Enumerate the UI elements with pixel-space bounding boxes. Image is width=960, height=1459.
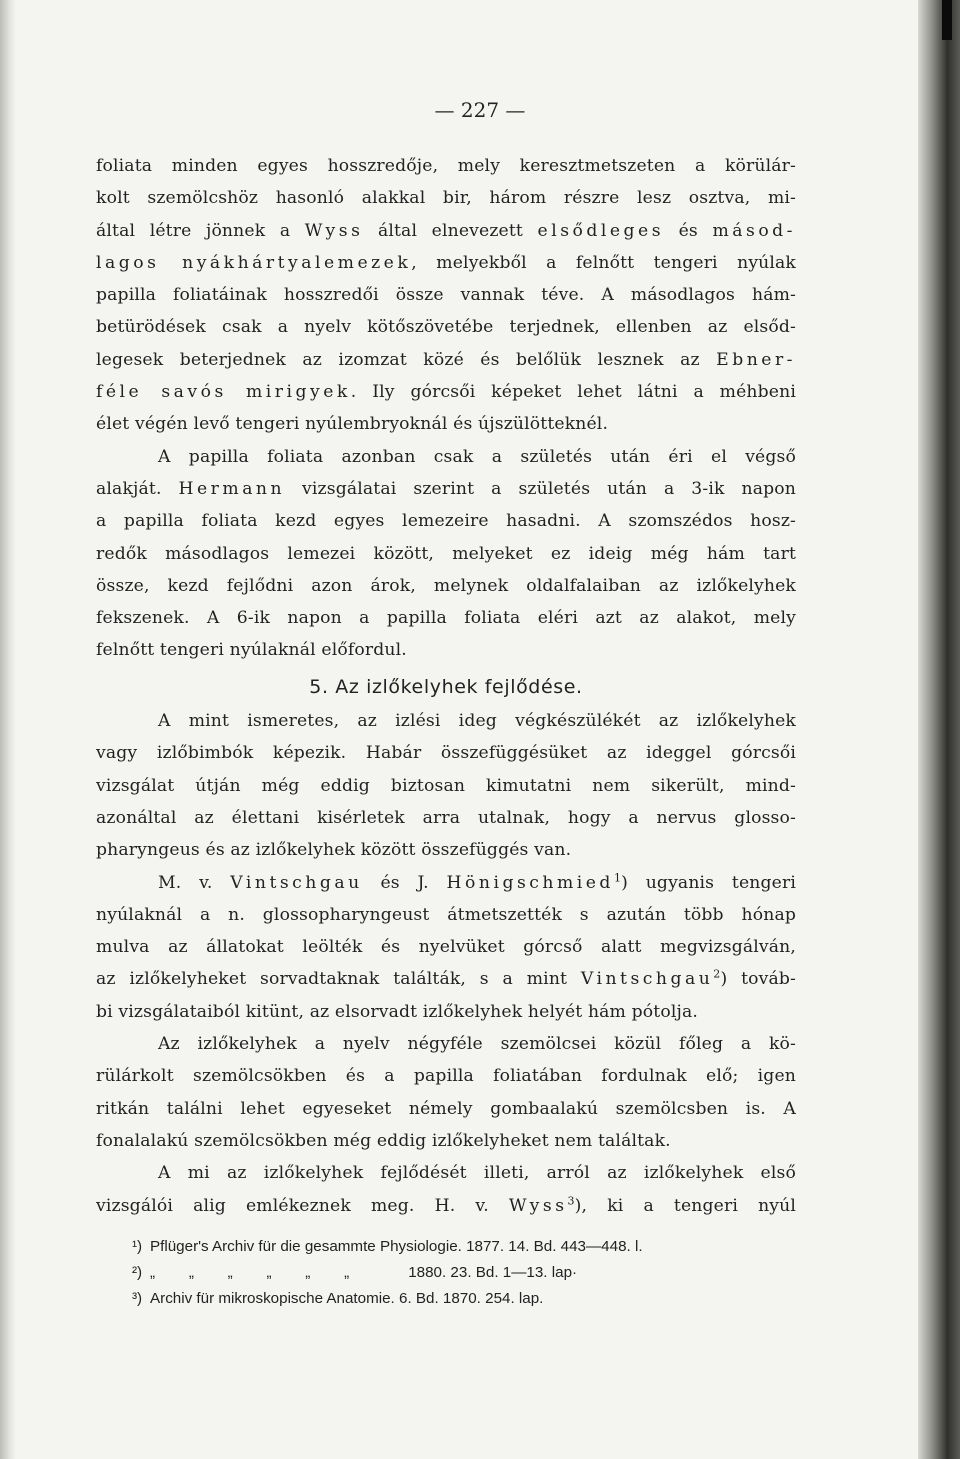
text-line: Az izlőkelyhek a nyelv négyféle szemölcsei közül főleg a kö- [158, 1034, 796, 1055]
text-run: és J. [362, 872, 447, 893]
text-run: az izlőkelyheket sorvadtaknak találták, s a mint [96, 969, 581, 990]
text-line [96, 1190, 796, 1222]
text-line: mulva az állatokat leölték és nyelvüket górcső alatt megvizsgálván, [96, 937, 796, 958]
text-line [96, 473, 796, 505]
paragraph-5 [96, 1028, 796, 1157]
text-line: pharyngeus és az izlőkelyhek között összefüggés van. [96, 840, 572, 861]
text-run: M. v. [158, 872, 231, 893]
text-run: által létre jönnek a [96, 220, 305, 241]
text-run: vizsgálói alig emlékeznek meg. H. v. [96, 1195, 509, 1216]
text-line [96, 215, 796, 247]
paragraph-1 [96, 150, 796, 441]
text-line: nyúlaknál a n. glossopharyngeust átmetszették s azután több hónap [96, 904, 796, 925]
text-line: A mint ismeretes, az izlési ideg végkészülékét az izlőkelyhek [158, 711, 796, 732]
author-name: Wyss [304, 220, 364, 241]
text-run: alakját. [96, 478, 179, 499]
paragraph-3 [96, 705, 796, 866]
text-line: betürödések csak a nyelv kötőszövetébe terjednek, ellenben az elsőd- [96, 317, 796, 338]
author-name: Ebner- [716, 349, 796, 370]
emphasized-term: lagos nyákhártyalemezek [96, 252, 412, 273]
text-line [96, 247, 796, 279]
text-line: rülárkolt szemölcsökben és a papilla foliatában fordulnak elő; igen [96, 1066, 796, 1087]
text-line: a papilla foliata kezd egyes lemezeire hasadni. A szomszédos hosz- [96, 511, 796, 532]
text-line: A papilla foliata azonban csak a születés után éri el végső [158, 446, 796, 467]
text-run: . Ily górcsői képeket lehet látni a méhbeni [350, 382, 796, 403]
text-run: , melyekből a felnőtt tengeri nyúlak [411, 252, 797, 273]
text-line: redők másodlagos lemezei között, melyeket ez ideig még hám tart [96, 543, 796, 564]
footnote-ref: 1 [613, 870, 622, 884]
text-run: és [664, 220, 713, 241]
paragraph-2 [96, 441, 796, 667]
text-line: ritkán találni lehet egyeseket némely gombaalakú szemölcsben is. A [96, 1098, 796, 1119]
section-heading: 5. Az izlőkelyhek fejlődése. [309, 675, 583, 698]
emphasized-term: másod- [712, 220, 796, 241]
paragraph-4 [96, 867, 796, 1028]
text-line [96, 376, 796, 408]
text-line: fonalalakú szemölcsökben még eddig izlőkelyheket nem találtak. [96, 1130, 671, 1151]
text-line: össze, kezd fejlődni azon árok, melynek oldalfalaiban az izlőkelyhek [96, 575, 796, 596]
text-run: vizsgálatai szerint a születés után a 3-ik napon [285, 478, 796, 499]
footnote-mark: ²) [132, 1264, 143, 1281]
footnote-text: Pflüger's Archiv für die gesammte Physiologie. 1877. 14. Bd. 443—448. l. [150, 1238, 643, 1255]
text-run: legesek beterjednek az izomzat közé és belőlük lesznek az [96, 349, 717, 370]
page-number: — 227 — [434, 98, 526, 122]
footnote-3 [132, 1290, 792, 1307]
footnote-mark: ³) [132, 1290, 143, 1307]
text-line: fekszenek. A 6-ik napon a papilla foliata eléri azt az alakot, mely [96, 608, 796, 629]
footnote-2 [132, 1264, 792, 1281]
text-line: bi vizsgálataiból kitünt, az elsorvadt izlőkelyhek helyét hám pótolja. [96, 1001, 698, 1022]
text-run: ) továb- [720, 969, 797, 990]
author-name: Wyss [508, 1195, 568, 1216]
text-line: felnőtt tengeri nyúlaknál előfordul. [96, 640, 407, 661]
text-line [96, 867, 796, 899]
text-run: ), ki a tengeri nyúl [574, 1195, 797, 1216]
footnote-ref: 3 [567, 1193, 575, 1207]
text-line: azonáltal az élettani kisérletek arra utalnak, hogy a nervus glosso- [96, 807, 796, 828]
text-line: vizsgálat útján még eddig biztosan kimutatni nem sikerült, mind- [96, 775, 796, 796]
text-line: élet végén levő tengeri nyúlembryoknál és újszülötteknél. [96, 414, 609, 435]
text-line [96, 344, 796, 376]
body-text [96, 150, 796, 1222]
paragraph-6 [96, 1157, 796, 1222]
text-line: vagy izlőbimbók képezik. Habár összefüggésüket az ideggel górcsői [96, 743, 796, 764]
footnote-ref: 2 [713, 967, 721, 981]
text-line: papilla foliatáinak hosszredői össze vannak téve. A másodlagos hám- [96, 285, 796, 306]
emphasized-term: elsődleges [537, 220, 665, 241]
spine-shadow [942, 0, 952, 40]
text-run: ) ugyanis tengeri [621, 872, 796, 893]
footnote-1 [132, 1238, 792, 1255]
footnote-text: Archiv für mikroskopische Anatomie. 6. Bd. 1870. 254. lap. [150, 1290, 544, 1307]
author-name: Vintschgau [580, 969, 714, 990]
text-line: A mi az izlőkelyhek fejlődését illeti, arról az izlőkelyhek első [158, 1163, 796, 1184]
footnote-text: „ „ „ „ „ „ 1880. 23. Bd. 1—13. lap· [150, 1264, 578, 1281]
text-run: által elnevezett [363, 220, 538, 241]
text-line: foliata minden egyes hosszredője, mely keresztmetszeten a körülár- [96, 156, 796, 176]
text-line: kolt szemölcshöz hasonló alakkal bir, három részre lesz osztva, mi- [96, 188, 796, 209]
author-name: Hönigschmied [446, 872, 614, 893]
page-left-edge [0, 0, 16, 1459]
text-line [96, 963, 796, 995]
emphasized-term: féle savós mirigyek [96, 382, 351, 403]
book-spine-edge [918, 0, 960, 1459]
author-name: Vintschgau [230, 872, 363, 893]
author-name: Hermann [178, 478, 286, 499]
footnote-mark: ¹) [132, 1238, 143, 1255]
